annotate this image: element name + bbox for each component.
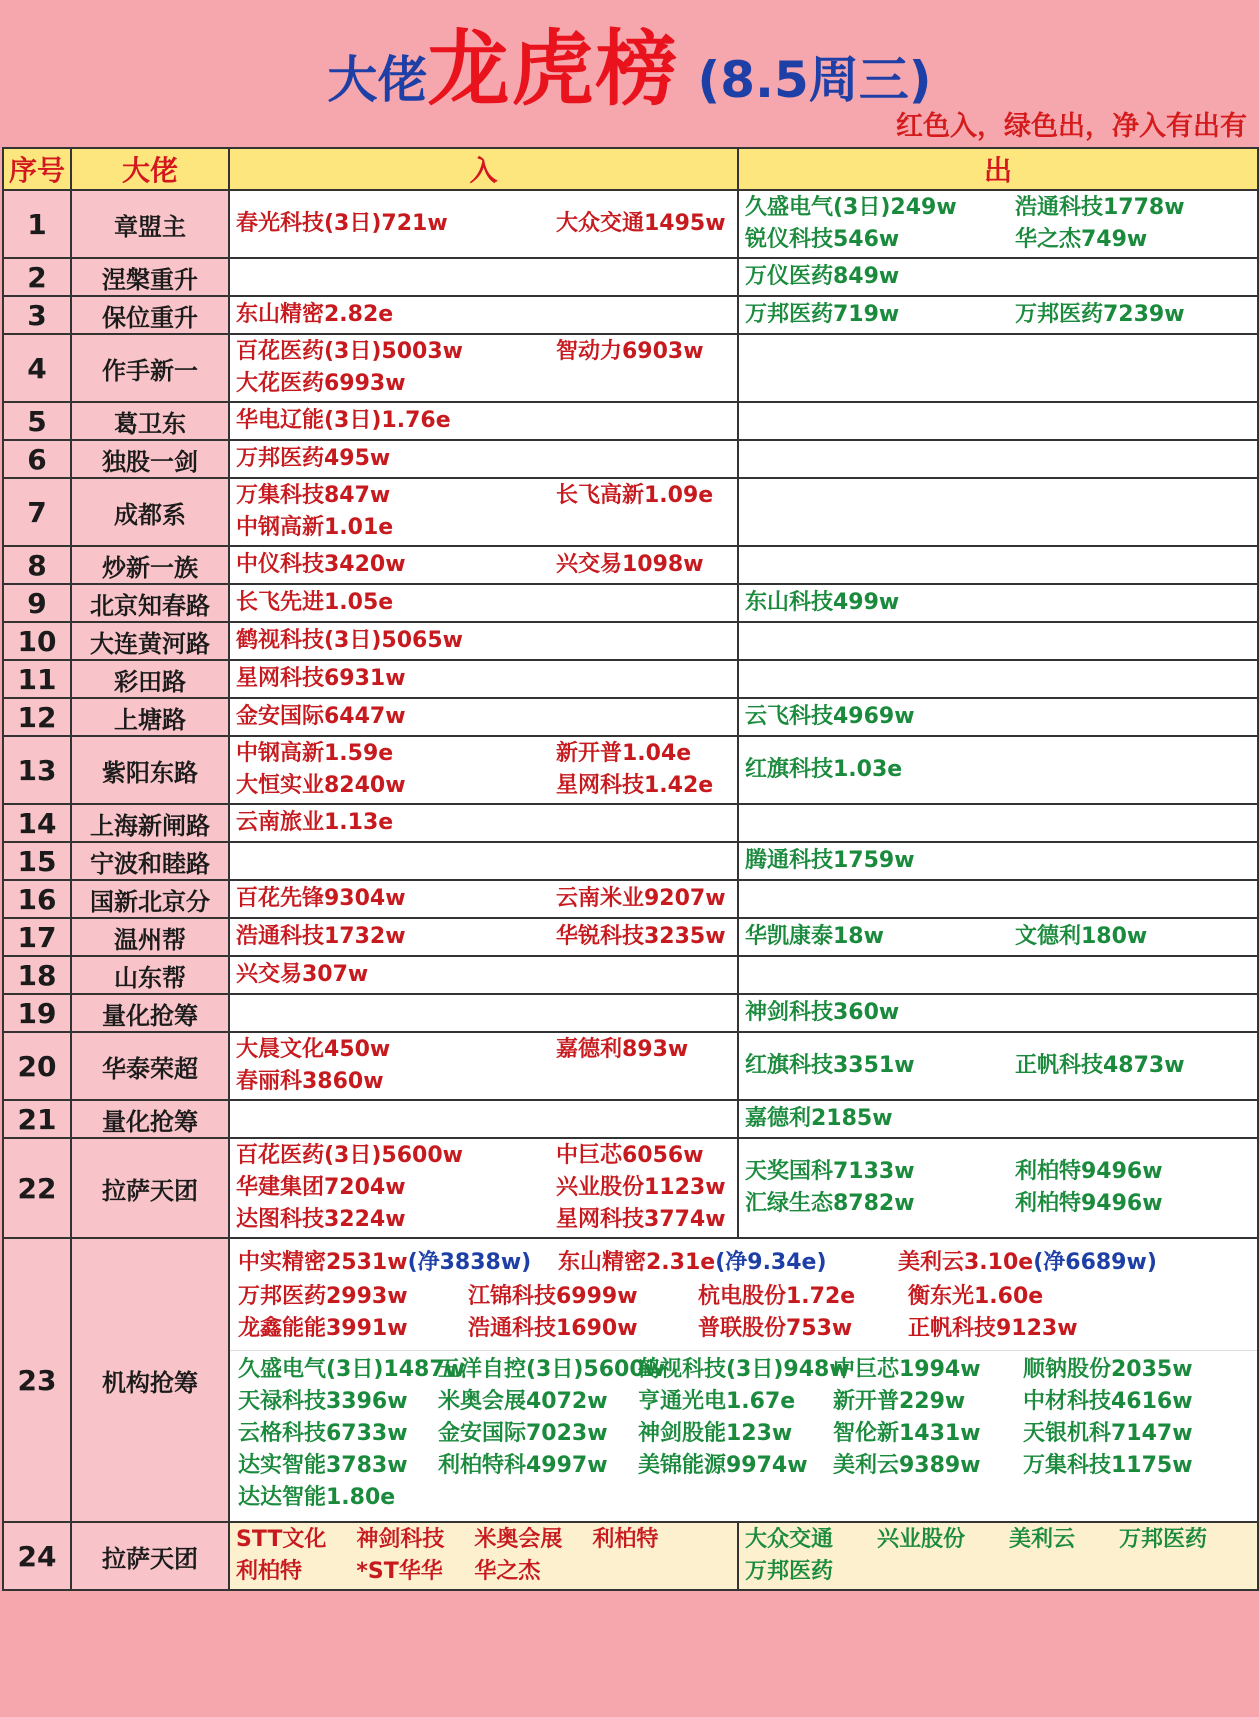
row-out-cell	[738, 296, 1258, 334]
stock-in-item: 正帆科技9123w	[908, 1315, 1078, 1341]
table-row	[3, 842, 1258, 880]
stock-out-item: 云格科技6733w	[238, 1420, 408, 1446]
net-amount: (净6689w)	[1033, 1249, 1157, 1275]
out-list	[739, 639, 1257, 643]
row-seq: 13	[3, 736, 71, 804]
row-out-cell	[738, 842, 1258, 880]
stock-out-item: 美利云	[1009, 1527, 1076, 1552]
table-row	[3, 804, 1258, 842]
row-seq: 2	[3, 258, 71, 296]
out-list	[739, 700, 1257, 734]
header-in: 入	[229, 148, 738, 190]
stock-out-item: 万邦医药719w	[745, 302, 900, 327]
stock-in-item: 江锦科技6999w	[468, 1283, 638, 1309]
stock-in-item: 百花医药(3日)5600w	[236, 1143, 463, 1168]
stock-in-item: 普联股份753w	[698, 1315, 853, 1341]
in-list	[230, 275, 737, 279]
row-in-cell	[229, 440, 738, 478]
row-name: 山东帮	[71, 956, 229, 994]
stock-in-item: 鹤视科技(3日)5065w	[236, 628, 463, 653]
row-seq: 4	[3, 334, 71, 402]
table-row	[3, 1138, 1258, 1238]
stock-out-item: 久盛电气(3日)249w	[745, 195, 957, 220]
stock-in-item	[558, 1248, 898, 1278]
row-seq: 10	[3, 622, 71, 660]
institution-lists	[230, 1244, 1257, 1517]
table-row	[3, 736, 1258, 804]
out-list	[739, 897, 1257, 901]
row-name: 上塘路	[71, 698, 229, 736]
row-name: 彩田路	[71, 660, 229, 698]
stock-out-item: 正帆科技4873w	[1015, 1053, 1185, 1078]
stock-in-item: 星网科技6931w	[236, 666, 406, 691]
row-seq: 14	[3, 804, 71, 842]
table-row	[3, 660, 1258, 698]
row-name: 北京知春路	[71, 584, 229, 622]
stock-in-item: 大众交通1495w	[556, 211, 726, 236]
out-list	[739, 366, 1257, 370]
legend-note: 红色入，绿色出，净入有出有	[896, 111, 1247, 142]
stock-in-item	[898, 1248, 1249, 1278]
row-in-cell	[229, 622, 738, 660]
table-row-institution	[3, 1238, 1258, 1522]
row-in-cell	[229, 258, 738, 296]
stock-in-item: 利柏特	[236, 1559, 303, 1584]
row-out-cell	[738, 736, 1258, 804]
stock-out-item: 中材科技4616w	[1023, 1388, 1193, 1414]
stock-in-item: 浩通科技1690w	[468, 1315, 638, 1341]
table-row	[3, 918, 1258, 956]
in-list	[230, 1117, 737, 1121]
row-name: 温州帮	[71, 918, 229, 956]
table-row	[3, 994, 1258, 1032]
row-in-cell	[229, 1100, 738, 1138]
row-in-cell	[229, 956, 738, 994]
row-out-cell	[738, 698, 1258, 736]
row-name: 宁波和睦路	[71, 842, 229, 880]
out-list	[739, 920, 1257, 954]
stock-out-item: 金安国际7023w	[438, 1420, 608, 1446]
in-list	[230, 548, 737, 582]
row-seq: 9	[3, 584, 71, 622]
stock-out-item: 天禄科技3396w	[238, 1388, 408, 1414]
out-list	[739, 1102, 1257, 1136]
stock-out-item: 新开普229w	[833, 1388, 966, 1414]
stock-in-item: 神剑科技	[356, 1527, 445, 1552]
stock-in-item: 中钢高新1.59e	[236, 741, 394, 766]
stock-out-item: 兴业股份	[877, 1527, 966, 1552]
in-list	[230, 920, 737, 954]
in-list	[230, 298, 737, 332]
stock-in-item: 浩通科技1732w	[236, 924, 406, 949]
row-in-cell	[229, 736, 738, 804]
stock-in-item: 兴交易1098w	[556, 552, 704, 577]
row-seq: 15	[3, 842, 71, 880]
row-seq: 22	[3, 1138, 71, 1238]
row-out-cell	[738, 956, 1258, 994]
stock-out-item: 美利云9389w	[833, 1452, 981, 1478]
in-list	[230, 586, 737, 620]
stock-out-item: 达达智能1.80e	[238, 1484, 396, 1510]
institution-in-list	[230, 1244, 1257, 1282]
stock-in-item: 华锐科技3235w	[556, 924, 726, 949]
row-in-cell	[229, 880, 738, 918]
net-amount: (净3838w)	[407, 1249, 532, 1275]
stock-in-item: 米奥会展	[474, 1527, 563, 1552]
table-row	[3, 698, 1258, 736]
row-seq: 8	[3, 546, 71, 584]
stock-out-item: 红旗科技1.03e	[745, 757, 903, 782]
stock-in-item: 星网科技1.42e	[556, 773, 714, 798]
out-list	[739, 298, 1257, 332]
table-row	[3, 402, 1258, 440]
out-list	[739, 457, 1257, 461]
row-seq: 7	[3, 478, 71, 546]
stock-out-item: 文德利180w	[1015, 924, 1148, 949]
out-list	[739, 563, 1257, 567]
row-name: 机构抢筹	[71, 1238, 229, 1522]
stock-out-item: 久盛电气(3日)1487w	[238, 1356, 465, 1382]
row-seq: 20	[3, 1032, 71, 1100]
row-out-cell	[738, 258, 1258, 296]
in-list	[230, 442, 737, 476]
in-list	[230, 624, 737, 658]
out-list	[739, 677, 1257, 681]
in-list	[230, 1523, 737, 1589]
row-out-cell	[738, 478, 1258, 546]
row-out-cell	[738, 660, 1258, 698]
in-list	[230, 1011, 737, 1015]
stock-out-item: 红旗科技3351w	[745, 1053, 915, 1078]
row-out-cell	[738, 1522, 1258, 1590]
row-in-cell	[229, 190, 738, 258]
stock-out-item: 嘉德利2185w	[745, 1106, 893, 1131]
row-out-cell	[738, 402, 1258, 440]
out-list	[739, 1523, 1257, 1589]
table-row	[3, 440, 1258, 478]
row-name: 作手新一	[71, 334, 229, 402]
out-list	[739, 191, 1257, 257]
row-in-cell	[229, 1522, 738, 1590]
stock-out-item: 利柏特9496w	[1015, 1159, 1163, 1184]
stock-out-item: 万邦医药	[745, 1559, 834, 1584]
stock-in-item: 嘉德利893w	[556, 1037, 689, 1062]
row-in-cell	[229, 402, 738, 440]
stock-in-item: 兴交易307w	[236, 962, 369, 987]
out-list	[739, 1049, 1257, 1083]
row-in-cell	[229, 584, 738, 622]
header-name: 大佬	[71, 148, 229, 190]
stock-out-item: 万仪医药849w	[745, 264, 900, 289]
row-name: 章盟主	[71, 190, 229, 258]
out-list	[739, 844, 1257, 878]
row-name: 国新北京分	[71, 880, 229, 918]
row-seq: 24	[3, 1522, 71, 1590]
table-row	[3, 880, 1258, 918]
stock-out-item: 五洋自控(3日)5600w	[438, 1356, 665, 1382]
stock-out-item: 中巨芯1994w	[833, 1356, 981, 1382]
table-row	[3, 258, 1258, 296]
stock-in-item: 达图科技3224w	[236, 1207, 406, 1232]
stock-out-item: 利柏特科4997w	[438, 1452, 608, 1478]
out-list	[739, 821, 1257, 825]
table-row	[3, 622, 1258, 660]
row-name: 独股一剑	[71, 440, 229, 478]
row-name: 涅槃重升	[71, 258, 229, 296]
stock-out-item: 米奥会展4072w	[438, 1388, 608, 1414]
row-in-cell	[229, 660, 738, 698]
stock-in-item: 东山精密2.82e	[236, 302, 394, 327]
stock-in-item: 星网科技3774w	[556, 1207, 726, 1232]
row-in-cell	[229, 334, 738, 402]
stock-in-item: 长飞高新1.09e	[556, 483, 714, 508]
institution-cell	[229, 1238, 1258, 1522]
stock-in-item: *ST华华	[356, 1559, 443, 1584]
ranking-table	[2, 147, 1259, 1591]
stock-in-item: 智动力6903w	[556, 339, 704, 364]
stock-in-item: 万邦医药495w	[236, 446, 391, 471]
row-name: 拉萨天团	[71, 1522, 229, 1590]
in-list	[230, 737, 737, 803]
table-header-row	[3, 148, 1258, 190]
row-name: 成都系	[71, 478, 229, 546]
table-row	[3, 478, 1258, 546]
table-row	[3, 546, 1258, 584]
row-name: 量化抢筹	[71, 994, 229, 1032]
row-seq: 12	[3, 698, 71, 736]
stock-out-item: 浩通科技1778w	[1015, 195, 1185, 220]
stock-out-item: 鹤视科技(3日)948w	[638, 1356, 850, 1382]
stock-in-item: 衡东光1.60e	[908, 1283, 1044, 1309]
stock-out-item: 神剑科技360w	[745, 1000, 900, 1025]
in-list	[230, 859, 737, 863]
institution-in-list-2	[230, 1282, 1257, 1350]
stock-in-item: 金安国际6447w	[236, 704, 406, 729]
row-out-cell	[738, 622, 1258, 660]
stock-in-item: 新开普1.04e	[556, 741, 692, 766]
header-seq: 序号	[3, 148, 71, 190]
row-in-cell	[229, 698, 738, 736]
table-row	[3, 334, 1258, 402]
header-out: 出	[738, 148, 1258, 190]
row-seq: 18	[3, 956, 71, 994]
row-out-cell	[738, 584, 1258, 622]
stock-in-item: 长飞先进1.05e	[236, 590, 394, 615]
stock-out-item: 神剑股能123w	[638, 1420, 793, 1446]
stock-in-item	[238, 1248, 558, 1278]
row-out-cell	[738, 804, 1258, 842]
stock-in-item: 杭电股份1.72e	[698, 1283, 856, 1309]
out-list	[739, 586, 1257, 620]
row-out-cell	[738, 1032, 1258, 1100]
table-row	[3, 1100, 1258, 1138]
stock-out-item: 万集科技1175w	[1023, 1452, 1193, 1478]
stock-out-item: 智伦新1431w	[833, 1420, 981, 1446]
stock-in-item: 百花先锋9304w	[236, 886, 406, 911]
out-list	[739, 973, 1257, 977]
stock-in-item: 华电辽能(3日)1.76e	[236, 408, 451, 433]
out-list	[739, 510, 1257, 514]
stock-out-item: 汇绿生态8782w	[745, 1191, 915, 1216]
out-list	[739, 260, 1257, 294]
out-list	[739, 419, 1257, 423]
row-seq: 19	[3, 994, 71, 1032]
row-in-cell	[229, 1032, 738, 1100]
stock-out-item: 天奖国科7133w	[745, 1159, 915, 1184]
in-list	[230, 1033, 737, 1099]
table-row	[3, 584, 1258, 622]
row-out-cell	[738, 880, 1258, 918]
net-amount: (净9.34e)	[715, 1249, 827, 1275]
row-name: 拉萨天团	[71, 1138, 229, 1238]
row-out-cell	[738, 1138, 1258, 1238]
row-name: 大连黄河路	[71, 622, 229, 660]
stock-in-item: 兴业股份1123w	[556, 1175, 726, 1200]
row-in-cell	[229, 1138, 738, 1238]
stock-in-item: 百花医药(3日)5003w	[236, 339, 463, 364]
row-seq: 5	[3, 402, 71, 440]
stock-in-item: 云南米业9207w	[556, 886, 726, 911]
table-row	[3, 1032, 1258, 1100]
in-list	[230, 207, 737, 241]
stock-in-item: 云南旅业1.13e	[236, 810, 394, 835]
stock-in-item: 中钢高新1.01e	[236, 515, 394, 540]
stock-out-item: 腾通科技1759w	[745, 848, 915, 873]
row-seq: 17	[3, 918, 71, 956]
row-out-cell	[738, 1100, 1258, 1138]
stock-out-item: 云飞科技4969w	[745, 704, 915, 729]
table-row	[3, 190, 1258, 258]
stock-in-item: 万集科技847w	[236, 483, 391, 508]
stock-in-item: 大花医药6993w	[236, 371, 406, 396]
out-list	[739, 996, 1257, 1030]
stock-out-item: 华凯康泰18w	[745, 924, 884, 949]
stock-out-item: 万邦医药	[1119, 1527, 1208, 1552]
table-row	[3, 296, 1258, 334]
row-name: 华泰荣超	[71, 1032, 229, 1100]
row-seq: 11	[3, 660, 71, 698]
header	[0, 0, 1259, 145]
stock-in-item: 华建集团7204w	[236, 1175, 406, 1200]
row-out-cell	[738, 334, 1258, 402]
in-list	[230, 700, 737, 734]
stock-in-item: 中巨芯6056w	[556, 1143, 704, 1168]
stock-in-item: 利柏特	[592, 1527, 659, 1552]
title-part-c: (8.5周三)	[697, 51, 932, 109]
stock-in-item: 大晨文化450w	[236, 1037, 391, 1062]
stock-out-item: 大众交通	[745, 1527, 834, 1552]
stock-in-item: 中仪科技3420w	[236, 552, 406, 577]
in-list	[230, 958, 737, 992]
stock-out-item: 万邦医药7239w	[1015, 302, 1185, 327]
stock-out-item: 利柏特9496w	[1015, 1191, 1163, 1216]
title-part-a: 大佬	[327, 51, 428, 109]
row-name: 炒新一族	[71, 546, 229, 584]
in-list	[230, 882, 737, 916]
row-out-cell	[738, 918, 1258, 956]
row-seq: 1	[3, 190, 71, 258]
row-in-cell	[229, 842, 738, 880]
stock-out-item: 锐仪科技546w	[745, 227, 900, 252]
institution-out-list	[230, 1351, 1257, 1517]
stock-in-item: 春丽科3860w	[236, 1069, 384, 1094]
stock-in-item: 龙鑫能能3991w	[238, 1315, 408, 1341]
row-in-cell	[229, 296, 738, 334]
stock-in-amount: 中实精密2531w	[238, 1249, 408, 1275]
stock-out-item: 顺钠股份2035w	[1023, 1356, 1193, 1382]
stock-out-item: 亨通光电1.67e	[638, 1388, 796, 1414]
row-out-cell	[738, 440, 1258, 478]
row-in-cell	[229, 994, 738, 1032]
row-out-cell	[738, 546, 1258, 584]
row-seq: 3	[3, 296, 71, 334]
in-list	[230, 806, 737, 840]
row-name: 量化抢筹	[71, 1100, 229, 1138]
table-row	[3, 956, 1258, 994]
row-seq: 21	[3, 1100, 71, 1138]
in-list	[230, 662, 737, 696]
stock-out-item: 美锦能源9974w	[638, 1452, 808, 1478]
in-list	[230, 404, 737, 438]
row-in-cell	[229, 804, 738, 842]
row-name: 紫阳东路	[71, 736, 229, 804]
row-name: 上海新闸路	[71, 804, 229, 842]
row-out-cell	[738, 994, 1258, 1032]
row-out-cell	[738, 190, 1258, 258]
in-list	[230, 1139, 737, 1237]
out-list	[739, 753, 1257, 787]
stock-in-item: 华之杰	[474, 1559, 541, 1584]
row-in-cell	[229, 918, 738, 956]
table-row-final	[3, 1522, 1258, 1590]
row-in-cell	[229, 546, 738, 584]
title-part-b: 龙虎榜	[427, 22, 680, 117]
in-list	[230, 335, 737, 401]
row-seq: 16	[3, 880, 71, 918]
row-in-cell	[229, 478, 738, 546]
stock-in-amount: 东山精密2.31e	[558, 1249, 716, 1275]
row-name: 葛卫东	[71, 402, 229, 440]
stock-out-item: 达实智能3783w	[238, 1452, 408, 1478]
out-list	[739, 1155, 1257, 1221]
in-list	[230, 479, 737, 545]
stock-in-amount: 美利云3.10e	[898, 1249, 1034, 1275]
row-seq: 23	[3, 1238, 71, 1522]
stock-out-item: 华之杰749w	[1015, 227, 1148, 252]
stock-in-item: 万邦医药2993w	[238, 1283, 408, 1309]
stock-in-item: 春光科技(3日)721w	[236, 211, 448, 236]
stock-out-item: 东山科技499w	[745, 590, 900, 615]
stock-out-item: 天银机科7147w	[1023, 1420, 1193, 1446]
stock-in-item: 大恒实业8240w	[236, 773, 406, 798]
row-seq: 6	[3, 440, 71, 478]
row-name: 保位重升	[71, 296, 229, 334]
stock-in-item: STT文化	[236, 1527, 327, 1552]
